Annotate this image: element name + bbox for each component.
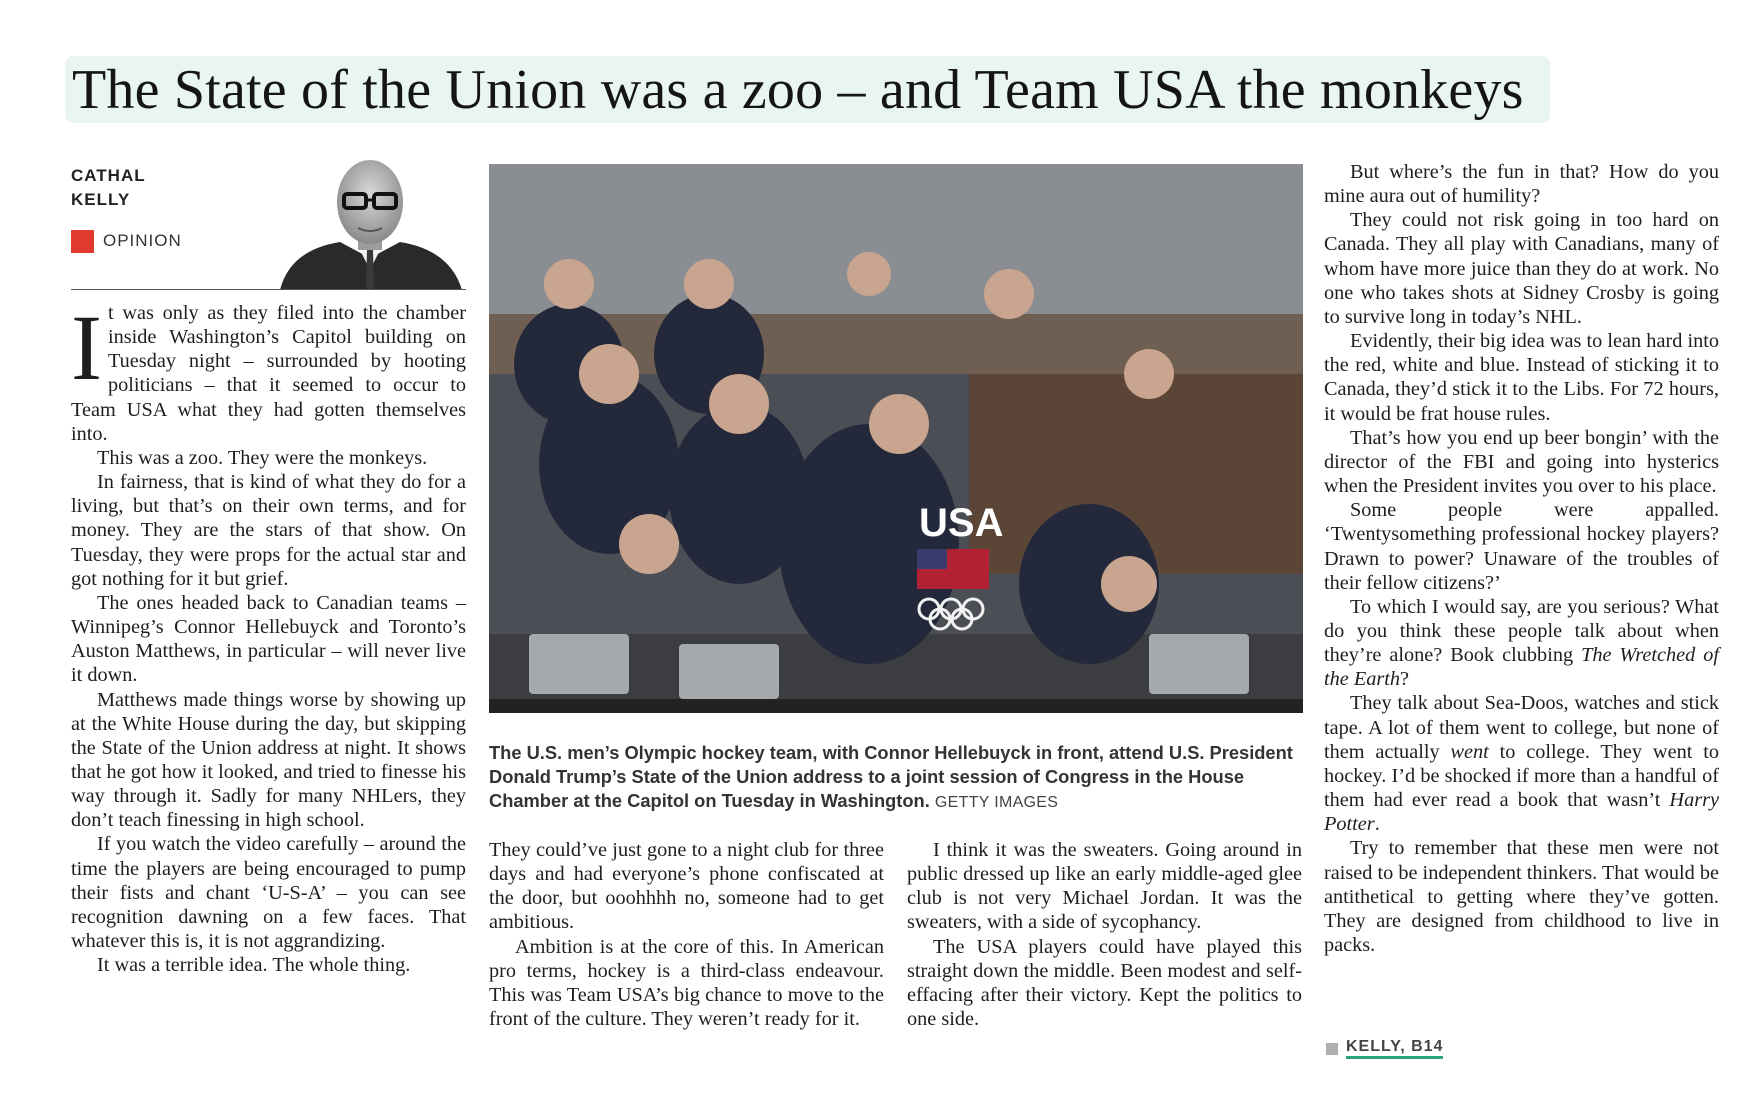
byline-first-name: CATHAL bbox=[71, 166, 146, 185]
byline bbox=[71, 164, 231, 212]
paragraph: Try to remember that these men were not raised to be independent thinkers. That would be antithetical to getting where they’ve gotten. They are designed from childhood to live in packs. bbox=[1324, 837, 1720, 956]
paragraph: They talk about Sea-Doos, watches and stick tape. A lot of them went to college, but none of them actually went to college. They went to hockey. I’d be shocked if more than a handful of them had ever read a book that wasn’t Harry Potter. bbox=[1324, 692, 1719, 836]
jump-square-icon bbox=[1326, 1043, 1338, 1055]
book-title: Harry Potter bbox=[1324, 789, 1719, 836]
author-portrait bbox=[270, 150, 470, 290]
lead-paragraph: It was only as they filed into the chamber inside Washington’s Capitol building on Tuesday night – surrounded by hooting politicians – that it seemed to occur to Team USA what they had gotten themselves into. bbox=[71, 297, 466, 445]
byline-divider bbox=[71, 289, 466, 290]
sweater-lettering: USA bbox=[919, 501, 1004, 545]
continued-jump bbox=[1326, 1038, 1443, 1059]
paragraph: The USA players could have played this straight down the middle. Been modest and self-effacing after their victory. Kept the politics to one side. bbox=[907, 935, 1302, 1031]
paragraph: This was a zoo. They were the monkeys. bbox=[97, 446, 428, 469]
paragraph: They could not risk going in too hard on Canada. They all play with Canadians, many of whom have more juice than they do at work. No one who takes shots at Sidney Crosby is going to survive long in today’s NHL. bbox=[1324, 209, 1719, 328]
photo-caption bbox=[489, 741, 1303, 815]
jump-label: KELLY, B14 bbox=[1346, 1038, 1443, 1059]
paragraph: Matthews made things worse by showing up at the White House during the day, but skipping the State of the Union address at night. It shows that he got how it looked, and tried to finesse his way through it. Sadly for many NHLers, they don’t teach finessing in high school. bbox=[71, 688, 466, 832]
article-column-1 bbox=[71, 297, 466, 977]
paragraph: But where’s the fun in that? How do you mine aura out of humility? bbox=[1324, 161, 1719, 208]
paragraph: Some people were appalled. ‘Twentysomething professional hockey players? Drawn to power? Unaware of the troubles of their fellow citizens?’ bbox=[1324, 499, 1719, 594]
paragraph: I think it was the sweaters. Going around in public dressed up like an early middle-aged glee club is not very Michael Jordan. It was the sweaters, with a side of sycophancy. bbox=[907, 839, 1302, 934]
paragraph: It was a terrible idea. The whole thing. bbox=[97, 954, 411, 977]
article-column-2 bbox=[489, 838, 884, 1031]
byline-last-name: KELLY bbox=[71, 190, 131, 209]
paragraph: Ambition is at the core of this. In American pro terms, hockey is a third-class endeavour. This was Team USA’s big chance to move to the front of the culture. They weren’t ready for it. bbox=[489, 935, 884, 1031]
photo-credit: GETTY IMAGES bbox=[934, 794, 1059, 811]
caption-text: The U.S. men’s Olympic hockey team, with Connor Hellebuyck in front, attend U.S. President Donald Trump’s State of the Union address to a joint session of Congress in the House Chamber at the Capitol on Tuesday in Washington. bbox=[489, 742, 1293, 811]
emphasis: went bbox=[1450, 740, 1489, 763]
drop-cap: I bbox=[71, 297, 102, 400]
section-tag bbox=[71, 229, 182, 253]
paragraph: They could’ve just gone to a night club for three days and had everyone’s phone confiscated at the door, but ooohhhh no, someone had to get ambitious. bbox=[489, 839, 884, 934]
headline: The State of the Union was a zoo – and Team USA the monkeys bbox=[72, 59, 1524, 121]
paragraph: In fairness, that is kind of what they do for a living, but that’s on their own terms, and for money. They are the stars of that show. On Tuesday, they were props for the actual star and got nothing for it but grief. bbox=[71, 471, 466, 590]
paragraph: The ones headed back to Canadian teams – Winnipeg’s Connor Hellebuyck and Toronto’s Auston Matthews, in particular – will never live it down. bbox=[71, 591, 466, 687]
paragraph: That’s how you end up beer bongin’ with the director of the FBI and going into hysterics when the President invites you over to his place. bbox=[1324, 426, 1719, 498]
article-column-4 bbox=[1324, 160, 1719, 957]
section-label: OPINION bbox=[103, 231, 182, 250]
opinion-square-icon bbox=[71, 230, 94, 253]
paragraph: If you watch the video carefully – around the time the players are being encouraged to pump their fists and chant ‘U-S-A’ – you can see recognition dawning on a few faces. That whatever this is, it is not aggrandizing. bbox=[71, 833, 466, 953]
article-column-3 bbox=[907, 838, 1302, 1031]
news-photo bbox=[489, 164, 1303, 713]
paragraph: Evidently, their big idea was to lean hard into the red, white and blue. Instead of sticking it to Canada, they’d stick it to the Libs. For 72 hours, it would be frat house rules. bbox=[1324, 330, 1719, 425]
paragraph: To which I would say, are you serious? What do you think these people talk about when they’re alone? Book clubbing The Wretched of the Earth? bbox=[1324, 595, 1719, 691]
book-title: The Wretched of the Earth bbox=[1324, 644, 1719, 691]
